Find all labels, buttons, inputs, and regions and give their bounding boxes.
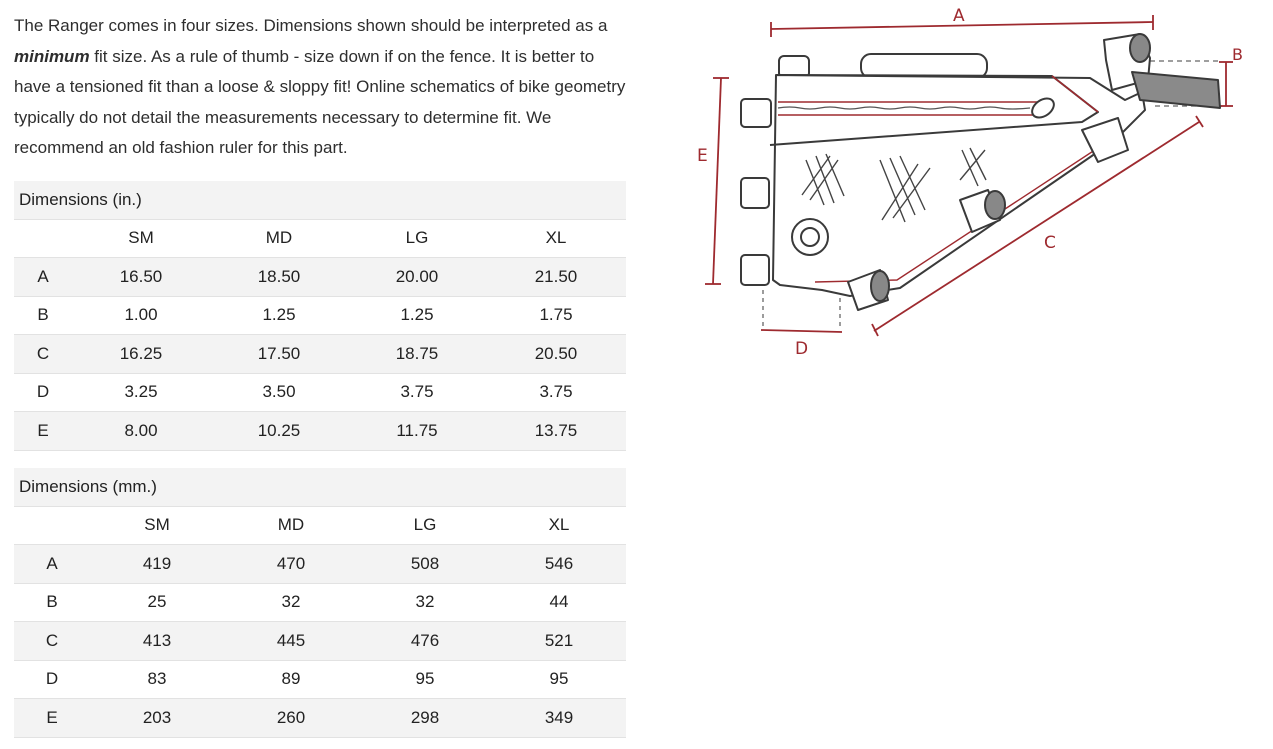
- header-cell: MD: [210, 219, 348, 258]
- intro-emphasis: minimum: [14, 46, 90, 66]
- row-label: C: [14, 335, 72, 374]
- row-label: C: [14, 622, 90, 661]
- table-cell: 203: [90, 699, 224, 738]
- table-caption: Dimensions (in.): [14, 181, 626, 219]
- header-cell: MD: [224, 506, 358, 545]
- table-cell: 260: [224, 699, 358, 738]
- table-cell: 3.50: [210, 373, 348, 412]
- table-cell: 1.00: [72, 296, 210, 335]
- intro-text-1: The Ranger comes in four sizes. Dimensions shown should be interpreted as a: [14, 16, 608, 35]
- table-row: [14, 622, 626, 661]
- table-cell: 25: [90, 583, 224, 622]
- table-header-row: [14, 506, 626, 545]
- table-cell: 521: [492, 622, 626, 661]
- header-cell: SM: [90, 506, 224, 545]
- table-cell: 95: [492, 660, 626, 699]
- intro-paragraph: [14, 11, 634, 164]
- row-label: B: [14, 583, 90, 622]
- dimension-label-d: D: [795, 339, 809, 359]
- table-cell: 3.75: [486, 373, 626, 412]
- row-label: E: [14, 412, 72, 451]
- dimension-label-a: A: [953, 6, 965, 26]
- intro-text-2: fit size. As a rule of thumb - size down if on the fence. It is better to have a tensioned fit than a loose & sloppy fit! Online schematics of bike geometry typically do not detail the measurements necessary to determine fit. We recommend an old fashion ruler for this part.: [14, 46, 626, 157]
- table-cell: 18.75: [348, 335, 486, 374]
- table-cell: 413: [90, 622, 224, 661]
- table-cell: 1.25: [210, 296, 348, 335]
- table-cell: 349: [492, 699, 626, 738]
- header-cell: [14, 506, 90, 545]
- table-cell: 546: [492, 545, 626, 584]
- table-cell: 419: [90, 545, 224, 584]
- dimensions-table-inches: [14, 181, 626, 451]
- table-row: [14, 296, 626, 335]
- table-cell: 32: [358, 583, 492, 622]
- header-cell: XL: [486, 219, 626, 258]
- dimension-label-e: E: [697, 146, 708, 166]
- table-cell: 298: [358, 699, 492, 738]
- table-cell: 17.50: [210, 335, 348, 374]
- table-cell: 1.25: [348, 296, 486, 335]
- header-cell: XL: [492, 506, 626, 545]
- row-label: D: [14, 660, 90, 699]
- dimension-label-b: B: [1232, 45, 1243, 64]
- table-cell: 95: [358, 660, 492, 699]
- table-row: [14, 258, 626, 297]
- table-row: [14, 699, 626, 738]
- table-row: [14, 335, 626, 374]
- table-cell: 83: [90, 660, 224, 699]
- table-cell: 20.00: [348, 258, 486, 297]
- row-label: E: [14, 699, 90, 738]
- row-label: A: [14, 545, 90, 584]
- table-cell: 16.50: [72, 258, 210, 297]
- table-cell: 508: [358, 545, 492, 584]
- table-header-row: [14, 219, 626, 258]
- header-cell: SM: [72, 219, 210, 258]
- bag-illustration: [741, 34, 1220, 310]
- header-cell: LG: [348, 219, 486, 258]
- frame-bag-diagram: [690, 0, 1260, 360]
- header-cell: [14, 219, 72, 258]
- table-cell: 8.00: [72, 412, 210, 451]
- row-label: A: [14, 258, 72, 297]
- table-cell: 13.75: [486, 412, 626, 451]
- row-label: B: [14, 296, 72, 335]
- table-cell: 445: [224, 622, 358, 661]
- table-caption-row: [14, 181, 626, 219]
- table-row: [14, 583, 626, 622]
- table-row: [14, 373, 626, 412]
- table-cell: 44: [492, 583, 626, 622]
- table-cell: 20.50: [486, 335, 626, 374]
- dimension-d: [761, 290, 842, 332]
- table-cell: 3.25: [72, 373, 210, 412]
- dimension-e: [705, 78, 729, 284]
- table-row: [14, 660, 626, 699]
- table-cell: 1.75: [486, 296, 626, 335]
- table-row: [14, 412, 626, 451]
- table-caption: Dimensions (mm.): [14, 468, 626, 506]
- table-cell: 470: [224, 545, 358, 584]
- table-cell: 11.75: [348, 412, 486, 451]
- dimension-label-c: C: [1044, 233, 1056, 253]
- table-cell: 16.25: [72, 335, 210, 374]
- row-label: D: [14, 373, 72, 412]
- header-cell: LG: [358, 506, 492, 545]
- table-row: [14, 545, 626, 584]
- dimensions-table-mm: [14, 468, 626, 738]
- table-cell: 21.50: [486, 258, 626, 297]
- table-caption-row: [14, 468, 626, 506]
- table-cell: 89: [224, 660, 358, 699]
- table-cell: 10.25: [210, 412, 348, 451]
- table-cell: 32: [224, 583, 358, 622]
- table-cell: 476: [358, 622, 492, 661]
- table-cell: 18.50: [210, 258, 348, 297]
- table-cell: 3.75: [348, 373, 486, 412]
